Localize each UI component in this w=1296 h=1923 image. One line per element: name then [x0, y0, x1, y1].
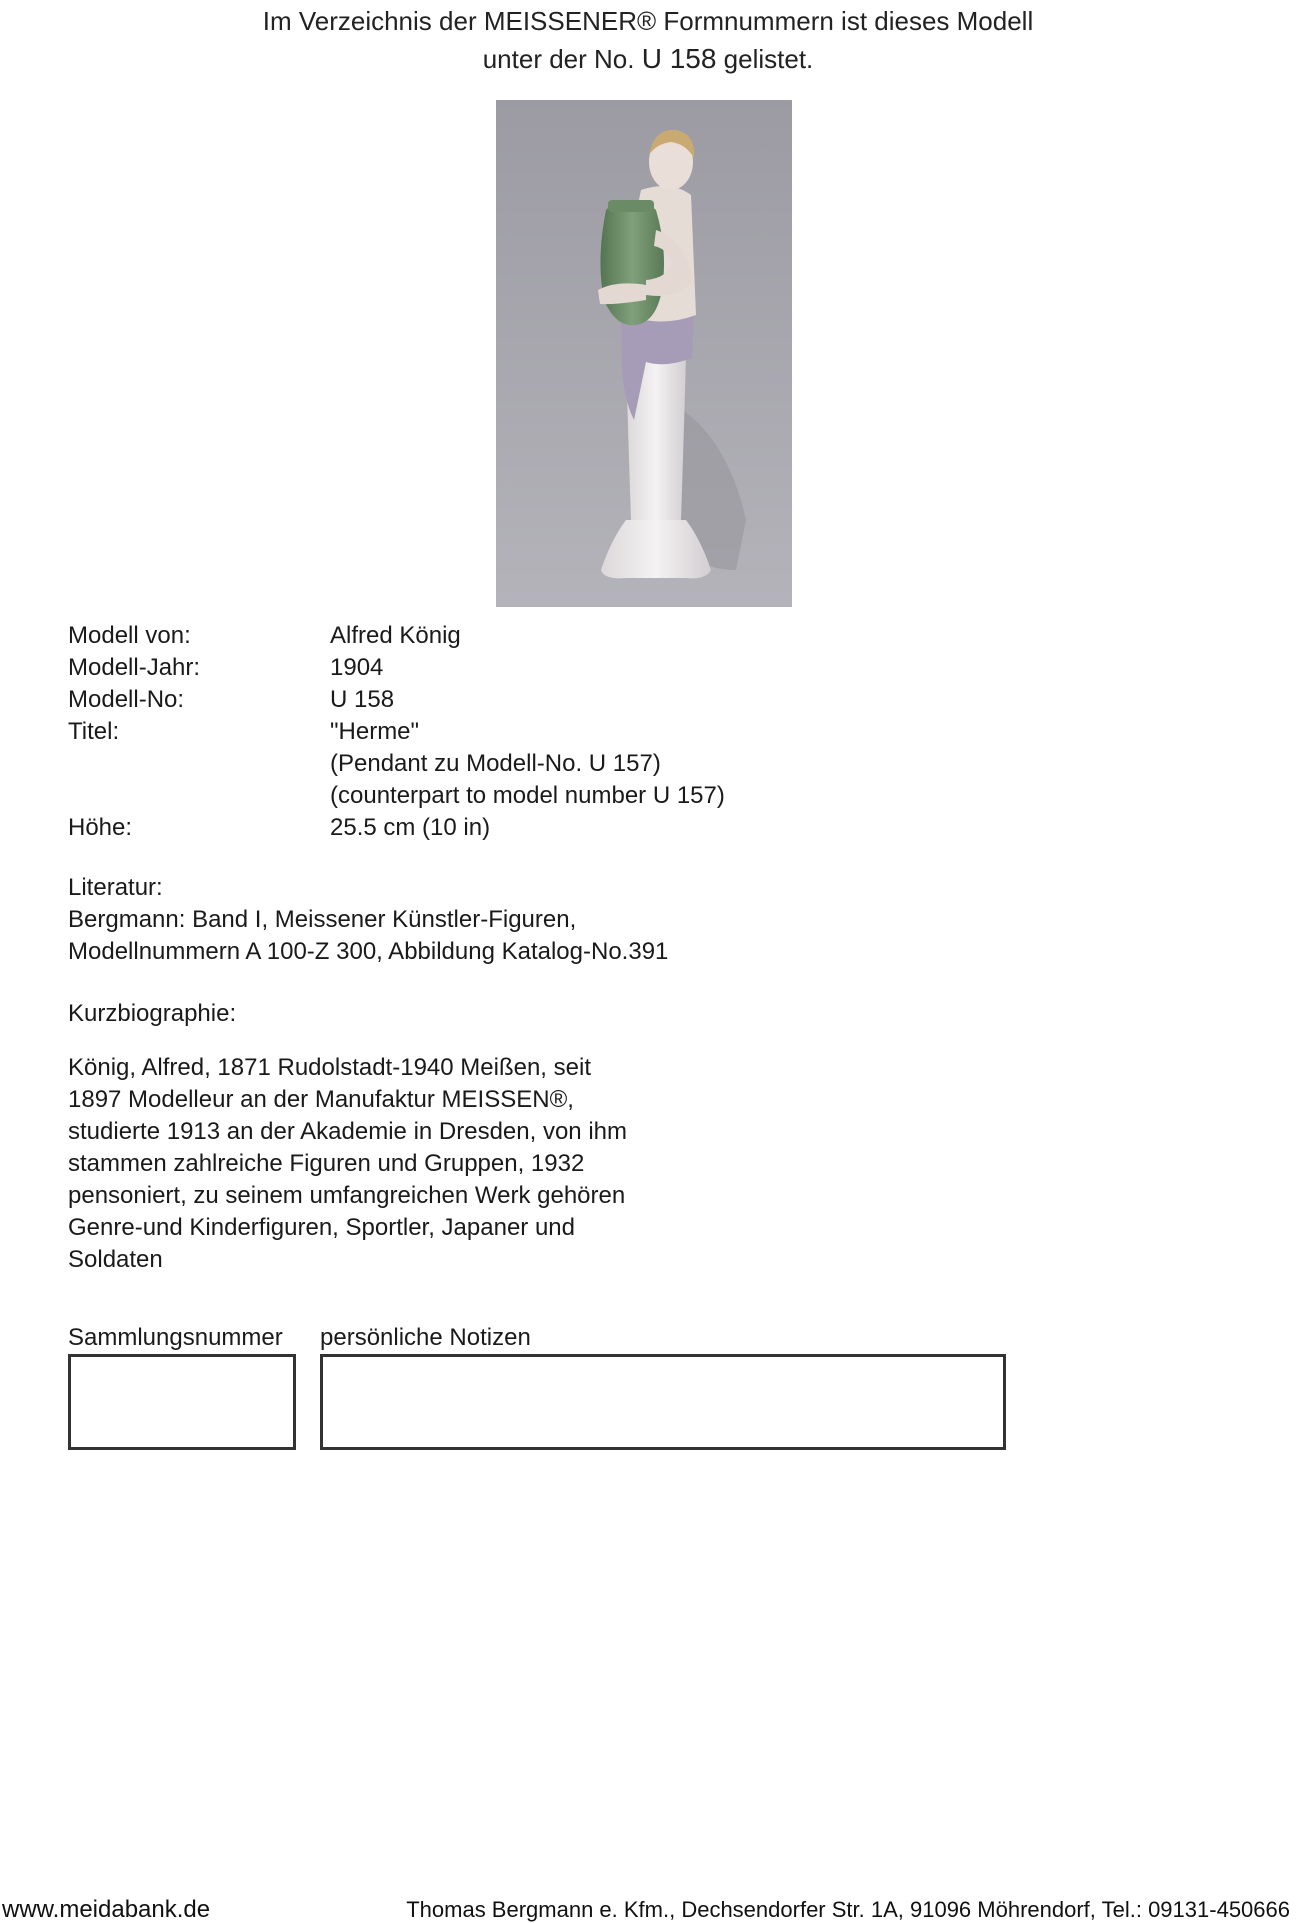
detail-label: Modell-No: — [68, 686, 185, 713]
biography-text — [68, 1052, 628, 1276]
detail-label — [68, 748, 330, 780]
biography-line: stammen zahlreiche Figuren und Gruppen, 1932 — [68, 1150, 585, 1177]
header-suffix: gelistet. — [723, 44, 814, 74]
detail-row-counterpart — [68, 780, 725, 812]
personal-notes-label: persönliche Notizen — [320, 1324, 531, 1351]
detail-value: "Herme" — [330, 718, 420, 745]
herme-figure-image — [496, 100, 792, 607]
header-prefix: unter der No. — [482, 44, 635, 74]
biography-line: pensoniert, zu seinem umfangreichen Werk gehören — [68, 1182, 626, 1209]
biography-line: König, Alfred, 1871 Rudolstadt-1940 Meißen, seit — [68, 1054, 591, 1081]
detail-value: U 158 — [330, 686, 395, 713]
detail-row-pendant — [68, 748, 725, 780]
detail-label — [68, 780, 330, 812]
literature-heading: Literatur: — [68, 874, 163, 901]
model-details — [68, 620, 725, 844]
detail-value: (counterpart to model number U 157) — [330, 782, 725, 809]
detail-row-artist — [68, 620, 725, 652]
detail-row-model-no — [68, 684, 725, 716]
biography-line: Soldaten — [68, 1246, 163, 1273]
footer-address: Thomas Bergmann e. Kfm., Dechsendorfer Str. 1A, 91096 Möhrendorf, Tel.: 09131-450666 — [406, 1897, 1290, 1922]
literature-section — [68, 872, 668, 968]
detail-value: (Pendant zu Modell-No. U 157) — [330, 750, 661, 777]
collection-number-label: Sammlungsnummer — [68, 1324, 283, 1351]
literature-line: Bergmann: Band I, Meissener Künstler-Figuren, — [68, 906, 577, 933]
header-model-number: U 158 — [641, 43, 717, 74]
detail-value: 1904 — [330, 654, 384, 681]
biography-line: 1897 Modelleur an der Manufaktur MEISSEN®, — [68, 1086, 574, 1113]
header-line-1: Im Verzeichnis der MEISSENER® Formnummern ist dieses Modell — [262, 6, 1034, 36]
detail-label: Modell von: — [68, 622, 191, 649]
personal-notes-box[interactable] — [320, 1354, 1006, 1450]
collection-number-box[interactable] — [68, 1354, 296, 1450]
detail-row-year — [68, 652, 725, 684]
header-line-2 — [0, 40, 1296, 78]
detail-label: Titel: — [68, 718, 120, 745]
biography-line: Genre-und Kinderfiguren, Sportler, Japaner und — [68, 1214, 575, 1241]
figure-photo — [496, 100, 792, 607]
detail-label: Höhe: — [68, 814, 133, 841]
detail-value: Alfred König — [330, 622, 461, 649]
page-header — [0, 2, 1296, 78]
literature-line: Modellnummern A 100-Z 300, Abbildung Katalog-No.391 — [68, 938, 669, 965]
biography-heading: Kurzbiographie: — [68, 1000, 237, 1027]
biography-line: studierte 1913 an der Akademie in Dresden, von ihm — [68, 1118, 627, 1145]
detail-label: Modell-Jahr: — [68, 654, 201, 681]
footer-website: www.meidabank.de — [2, 1896, 211, 1923]
detail-value: 25.5 cm (10 in) — [330, 814, 491, 841]
detail-row-height — [68, 812, 725, 844]
detail-row-title — [68, 716, 725, 748]
